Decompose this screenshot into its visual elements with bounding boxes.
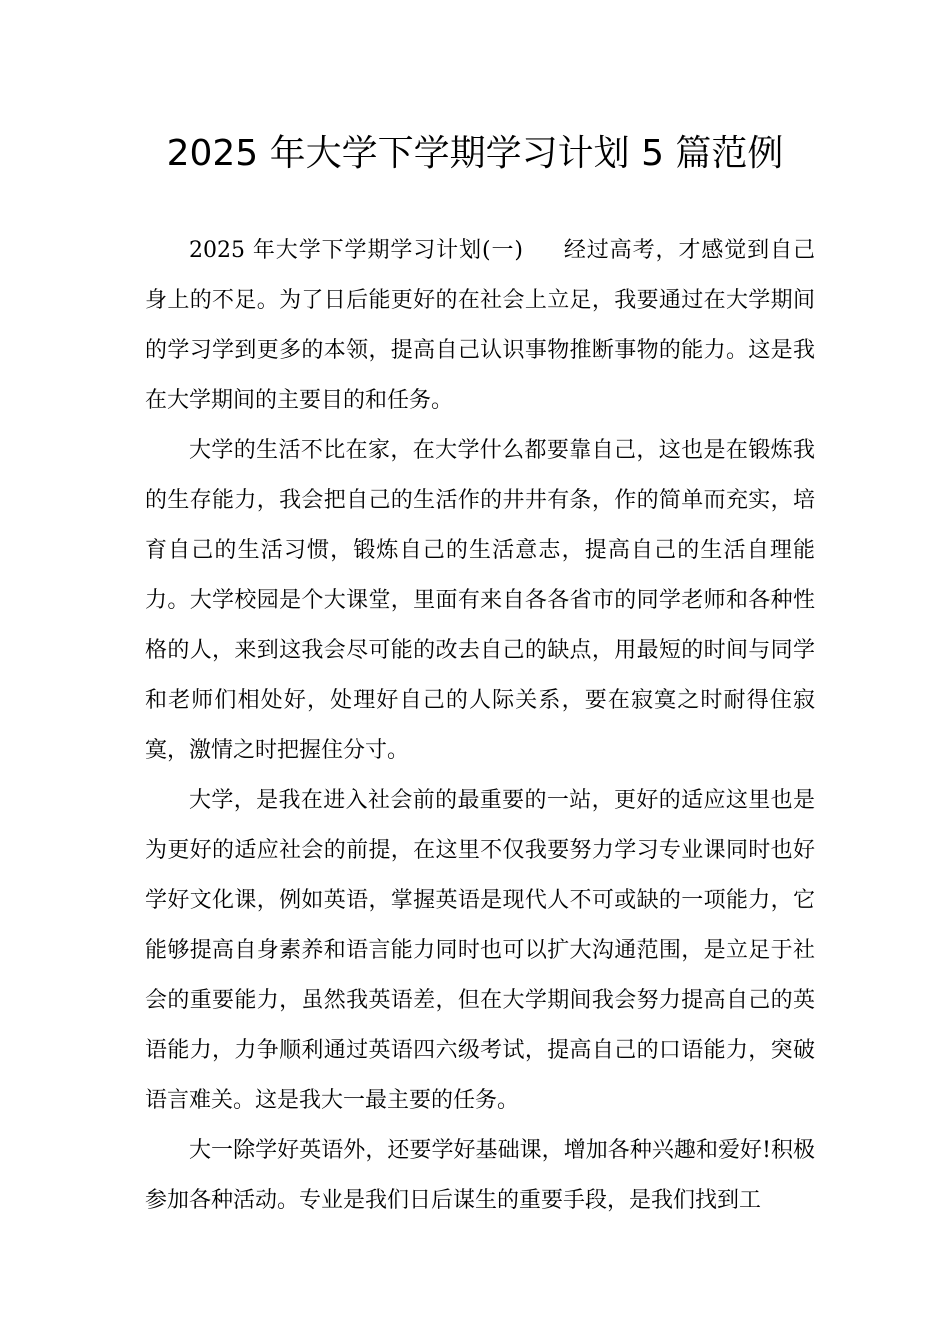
- paragraph-4: 大一除学好英语外，还要学好基础课，增加各种兴趣和爱好!积极参加各种活动。专业是我们日后谋生的重要手段，是我们找到工: [145, 1138, 815, 1213]
- document-body: [145, 226, 815, 1226]
- section-heading: 2025 年大学下学期学习计划(一): [189, 238, 523, 263]
- paragraph-1: [145, 226, 815, 426]
- document-title: 2025 年大学下学期学习计划 5 篇范例: [166, 133, 784, 174]
- paragraph-text: 经过高考，才感觉到自己身上的不足。为了日后能更好的在社会上立足，我要通过在大学期间的学习学到更多的本领，提高自己认识事物推断事物的能力。这是我在大学期间的主要目的和任务。: [145, 238, 815, 413]
- paragraph-2: 大学的生活不比在家，在大学什么都要靠自己，这也是在锻炼我的生存能力，我会把自己的生活作的井井有条，作的简单而充实，培育自己的生活习惯，锻炼自己的生活意志，提高自己的生活自理能力。大学校园是个大课堂，里面有来自各各省市的同学老师和各种性格的人，来到这我会尽可能的改去自己的缺点，用最短的时间与同学和老师们相处好，处理好自己的人际关系，要在寂寞之时耐得住寂寞，激情之时把握住分寸。: [145, 438, 815, 763]
- paragraph-3: 大学，是我在进入社会前的最重要的一站，更好的适应这里也是为更好的适应社会的前提，在这里不仅我要努力学习专业课同时也好学好文化课，例如英语，掌握英语是现代人不可或缺的一项能力，它能够提高自身素养和语言能力同时也可以扩大沟通范围，是立足于社会的重要能力，虽然我英语差，但在大学期间我会努力提高自己的英语能力，力争顺利通过英语四六级考试，提高自己的口语能力，突破语言难关。这是我大一最主要的任务。: [145, 788, 815, 1113]
